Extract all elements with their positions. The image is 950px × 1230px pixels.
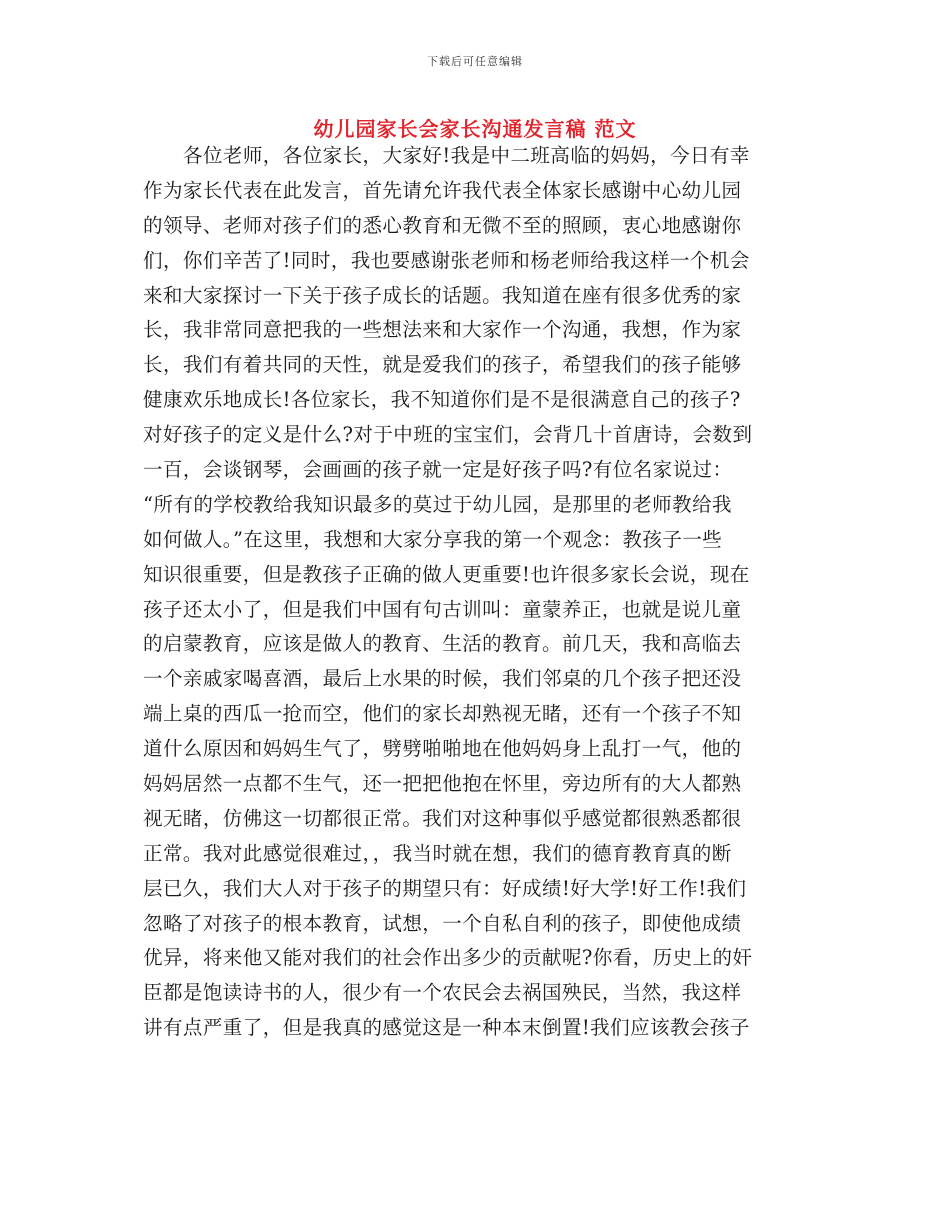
body-line: 正常。我对此感觉很难过，，我当时就在想，我们的德育教育真的断: [143, 841, 732, 865]
body-line: 知识很重要，但是教孩子正确的做人更重要!也许很多家长会说，现在: [143, 562, 750, 586]
body-line: 道什么原因和妈妈生气了，劈劈啪啪地在他妈妈身上乱打一气，他的: [143, 737, 742, 761]
body-line: 的领导、老师对孩子们的悉心教育和无微不至的照顾，衷心地感谢你: [143, 213, 742, 237]
body-line: 长，我非常同意把我的一些想法来和大家作一个沟通，我想，作为家: [143, 318, 742, 342]
body-line: 健康欢乐地成长!各位家长，我不知道你们是不是很满意自己的孩子?: [143, 388, 741, 412]
page-header-note: 下载后可任意编辑: [427, 55, 523, 68]
body-line: 忽略了对孩子的根本教育，试想，一个自私自利的孩子，即使他成绩: [143, 911, 742, 935]
body-line: 视无睹，仿佛这一切都很正常。我们对这种事似乎感觉都很熟悉都很: [143, 806, 742, 830]
body-line: 一个亲戚家喝喜酒，最后上水果的时候，我们邻桌的几个孩子把还没: [143, 667, 742, 691]
body-line: 一百，会谈钢琴，会画画的孩子就一定是好孩子吗?有位名家说过：: [143, 458, 733, 482]
body-line: 如何做人。”在这里，我想和大家分享我的第一个观念：教孩子一些: [143, 527, 723, 551]
body-line: 来和大家探讨一下关于孩子成长的话题。我知道在座有很多优秀的家: [143, 283, 742, 307]
body-line: 妈妈居然一点都不生气，还一把把他抱在怀里，旁边所有的大人都熟: [143, 772, 742, 796]
body-line: 长，我们有着共同的天性，就是爱我们的孩子，希望我们的孩子能够: [143, 353, 742, 377]
body-line: 优异，将来他又能对我们的社会作出多少的贡献呢?你看，历史上的奸: [143, 946, 753, 970]
body-line: 讲有点严重了，但是我真的感觉这是一种本末倒置!我们应该教会孩子: [143, 1016, 750, 1040]
body-line: 们，你们辛苦了!同时，我也要感谢张老师和杨老师给我这样一个机会: [143, 248, 750, 272]
body-line: 对好孩子的定义是什么?对于中班的宝宝们，会背几十首唐诗，会数到: [143, 423, 753, 447]
body-line: 作为家长代表在此发言，首先请允许我代表全体家长感谢中心幼儿园: [143, 178, 742, 202]
body-line: 臣都是饱读诗书的人，很少有一个农民会去祸国殃民，当然，我这样: [143, 981, 742, 1005]
body-line: 各位老师，各位家长，大家好!我是中二班高临的妈妈，今日有幸: [183, 144, 750, 167]
body-line: 孩子还太小了，但是我们中国有句古训叫：童蒙养正，也就是说儿童: [143, 597, 742, 621]
document-body: [143, 139, 803, 1046]
body-line: 的启蒙教育，应该是做人的教育、生活的教育。前几天，我和高临去: [143, 632, 742, 656]
document-title: 幼儿园家长会家长沟通发言稿 范文: [313, 117, 637, 141]
body-line: 端上桌的西瓜一抢而空，他们的家长却熟视无睹，还有一个孩子不知: [143, 702, 742, 726]
body-line: 层已久，我们大人对于孩子的期望只有：好成绩!好大学!好工作!我们: [143, 876, 747, 900]
body-line: “所有的学校教给我知识最多的莫过于幼儿园，是那里的老师教给我: [143, 492, 732, 516]
